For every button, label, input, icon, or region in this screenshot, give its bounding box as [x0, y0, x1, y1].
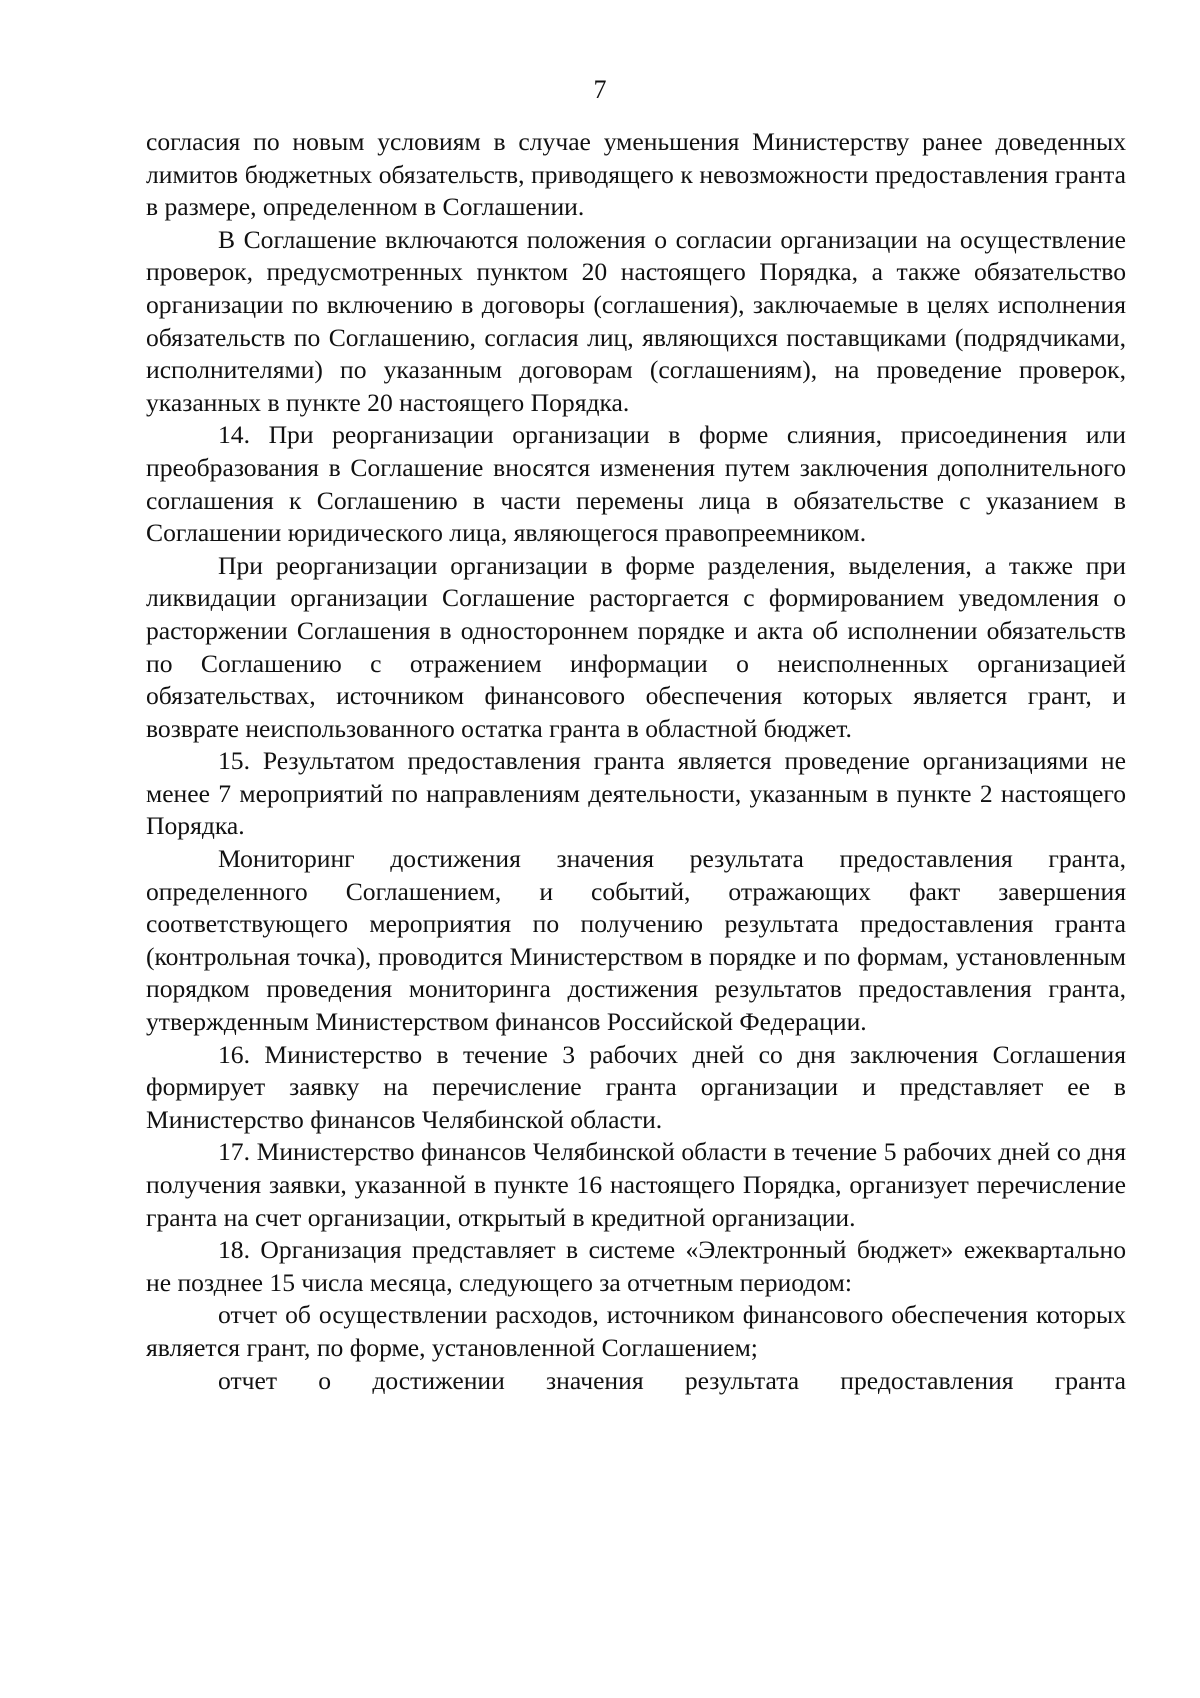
paragraph-9: 18. Организация представляет в системе «Электронный бюджет» ежеквартально не позднее 15 числа месяца, следующего за отчетным периодом: [146, 1235, 1126, 1297]
document-body [146, 126, 1126, 1397]
paragraph-10: отчет об осуществлении расходов, источником финансового обеспечения которых является грант, по форме, установленной Соглашением; [146, 1300, 1126, 1362]
paragraph-2: В Соглашение включаются положения о согласии организации на осуществление проверок, предусмотренных пунктом 20 настоящего Порядка, а также обязательство организации по включению в договоры (соглашения), заключаемые в целях исполнения обязательств по Соглашению, согласия лиц, являющихся поставщиками (подрядчиками, исполнителями) по указанным договорам (соглашениям), на проведение проверок, указанных в пункте 20 настоящего Порядка. [146, 224, 1126, 417]
paragraph-5: 15. Результатом предоставления гранта является проведение организациями не менее 7 мероприятий по направлениям деятельности, указанным в пункте 2 настоящего Порядка. [146, 746, 1126, 841]
paragraph-3: 14. При реорганизации организации в форме слияния, присоединения или преобразования в Соглашение вносятся изменения путем заключения дополнительного соглашения к Соглашению в части перемены лица в обязательстве с указанием в Соглашении юридического лица, являющегося правопреемником. [146, 420, 1126, 548]
paragraph-6: Мониторинг достижения значения результата предоставления гранта, определенного Соглашением, и событий, отражающих факт завершения соответствующего мероприятия по получению результата предоставления гранта (контрольная точка), проводится Министерством в порядке и по формам, установленным порядком проведения мониторинга достижения результатов предоставления гранта, утвержденным Министерством финансов Российской Федерации. [146, 844, 1126, 1037]
page-number: 7 [593, 75, 607, 104]
paragraph-7: 16. Министерство в течение 3 рабочих дней со дня заключения Соглашения формирует заявку на перечисление гранта организации и представляет ее в Министерство финансов Челябинской области. [146, 1039, 1126, 1134]
paragraph-1: согласия по новым условиям в случае уменьшения Министерству ранее доведенных лимитов бюджетных обязательств, приводящего к невозможности предоставления гранта в размере, определенном в Соглашении. [146, 127, 1126, 222]
paragraph-4: При реорганизации организации в форме разделения, выделения, а также при ликвидации организации Соглашение расторгается с формированием уведомления о расторжении Соглашения в одностороннем порядке и акта об исполнении обязательств по Соглашению с отражением информации о неисполненных организацией обязательствах, источником финансового обеспечения которых является грант, и возврате неиспользованного остатка гранта в областной бюджет. [146, 550, 1126, 743]
paragraph-11: отчет о достижении значения результата предоставления гранта [218, 1365, 1126, 1395]
paragraph-8: 17. Министерство финансов Челябинской области в течение 5 рабочих дней со дня получения заявки, указанной в пункте 16 настоящего Порядка, организует перечисление гранта на счет организации, открытый в кредитной организации. [146, 1137, 1126, 1232]
